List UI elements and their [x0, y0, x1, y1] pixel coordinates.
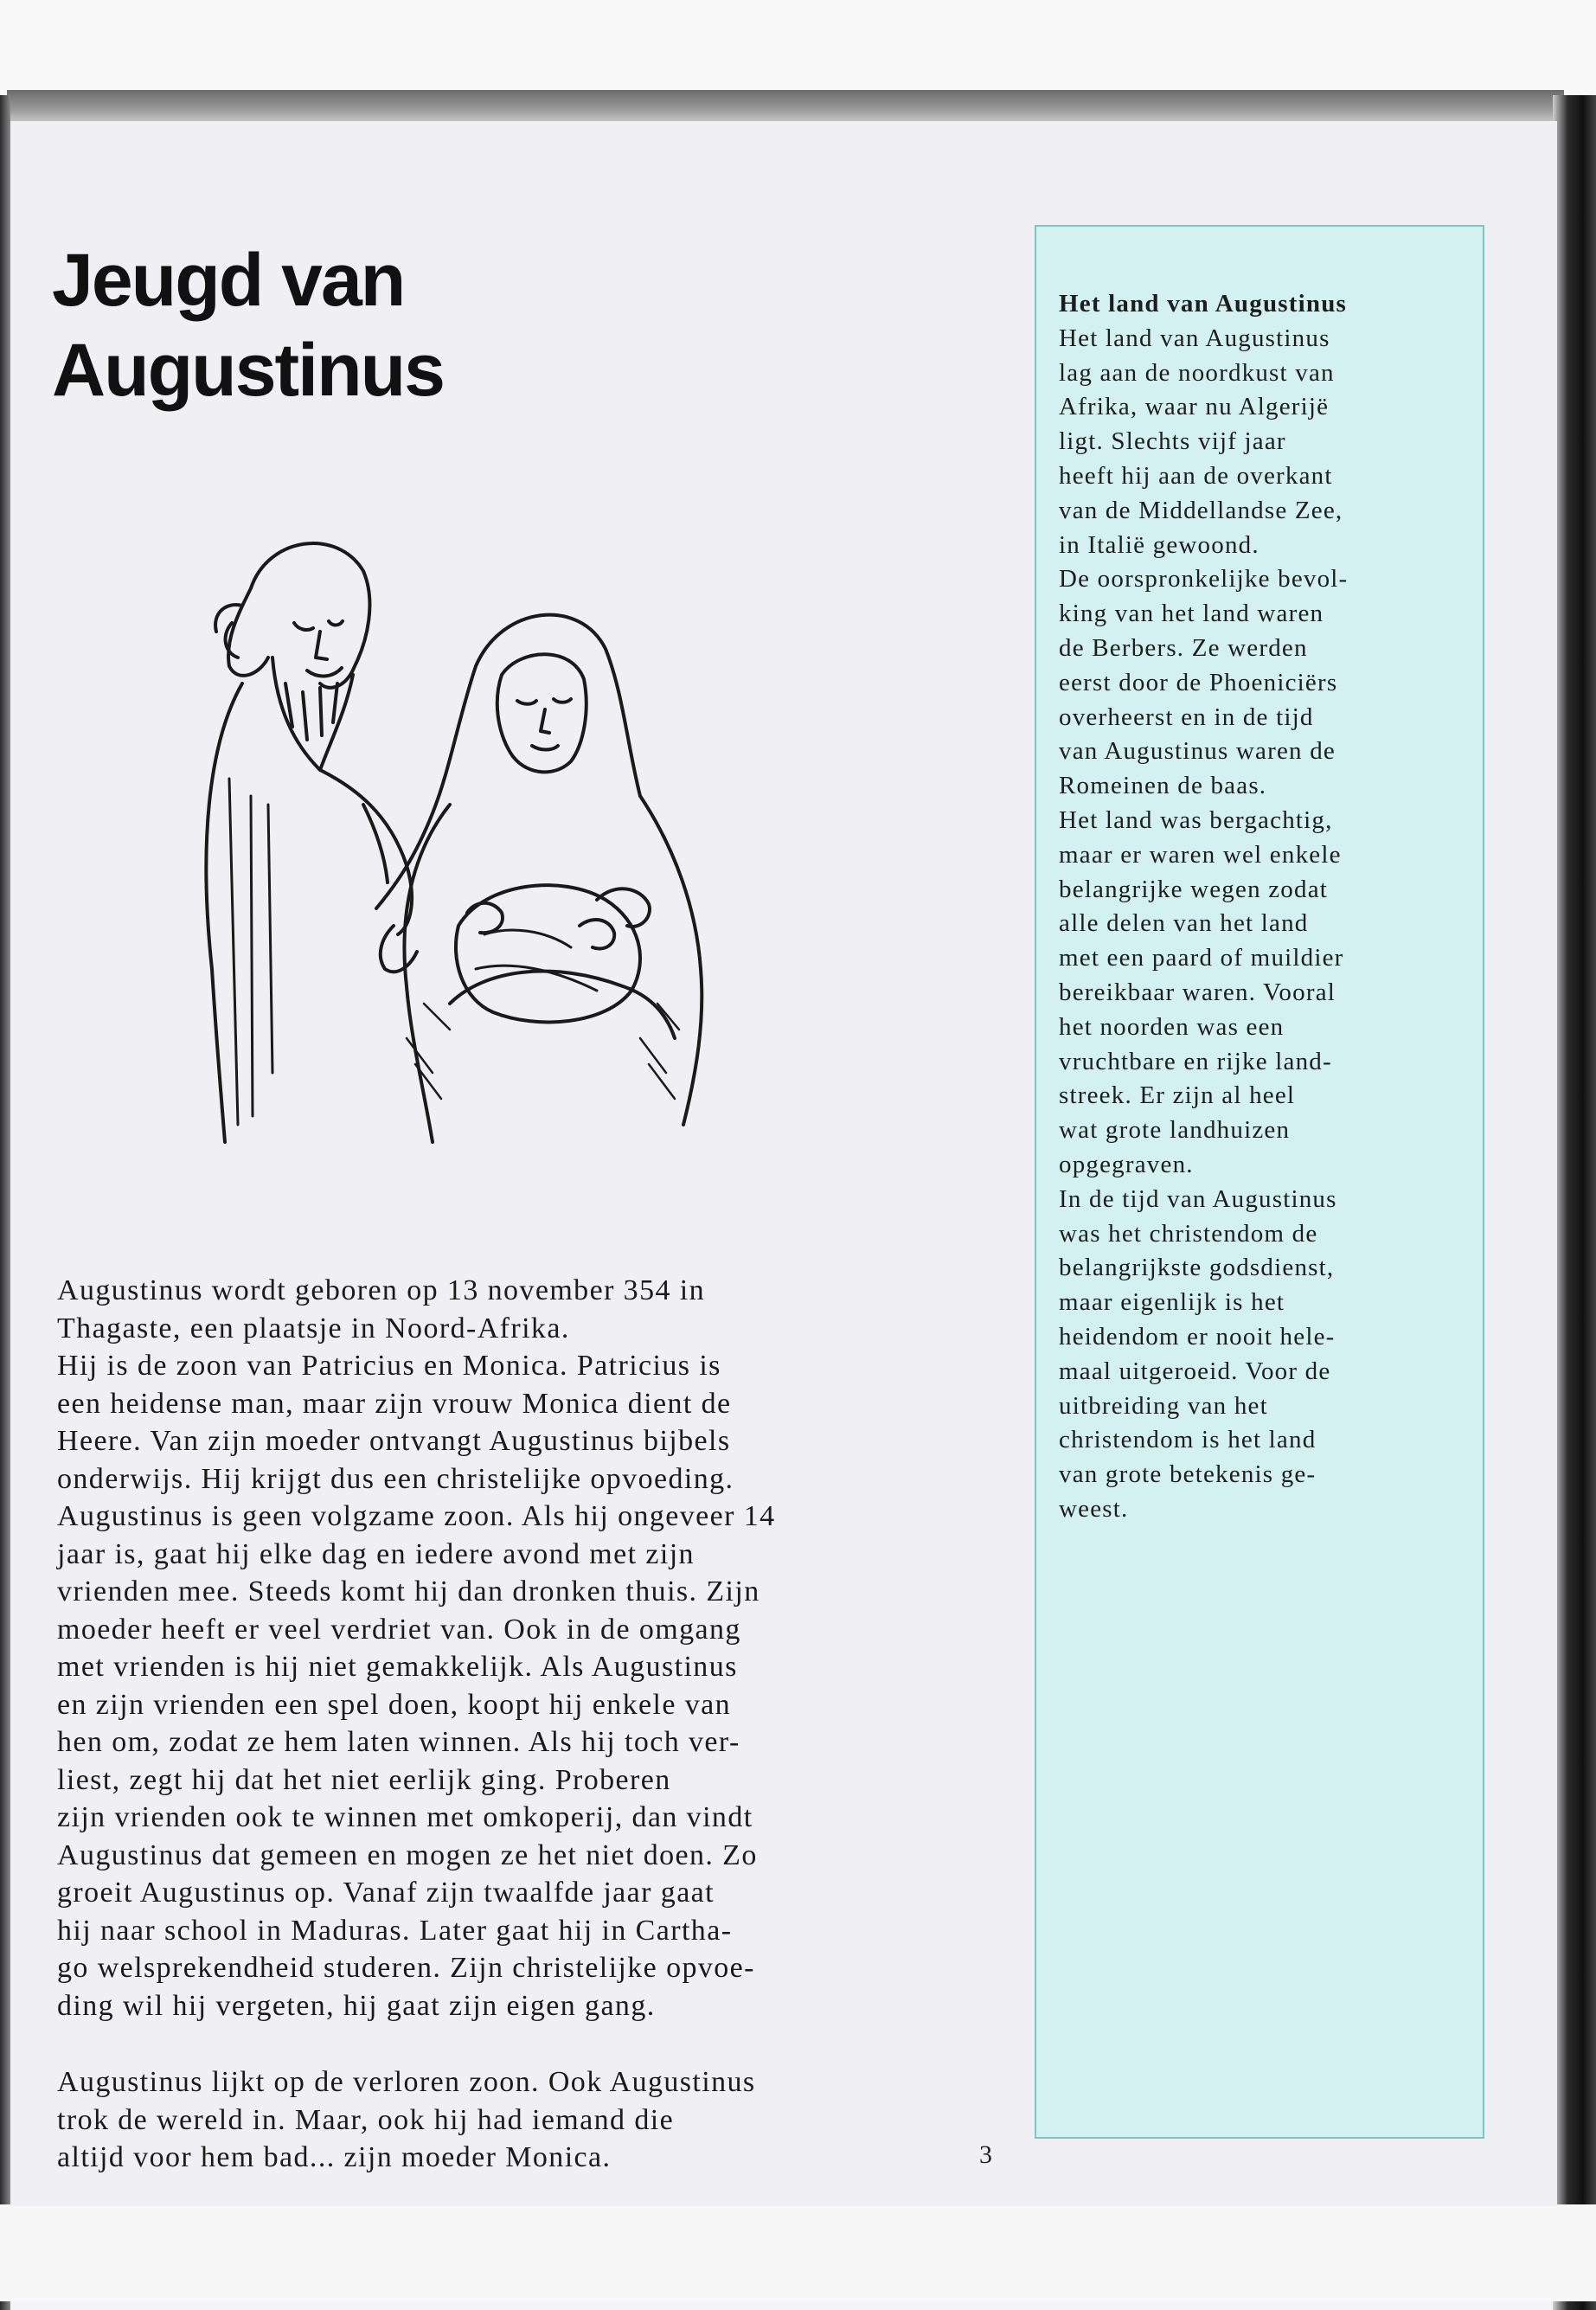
body-line: zijn vrienden ook te winnen met omkoperij, dan vindt	[57, 1801, 753, 1833]
body-line: go welsprekendheid studeren. Zijn christelijke opvoe-	[57, 1952, 755, 1984]
sidebar-line: in Italië gewoond.	[1059, 530, 1259, 559]
sidebar-line: Romeinen de baas.	[1059, 772, 1267, 800]
sidebar-line: Het land van Augustinus	[1059, 324, 1330, 352]
body-line: met vrienden is hij niet gemakkelijk. Als Augustinus	[57, 1651, 738, 1683]
body-line: moeder heeft er veel verdriet van. Ook in de omgang	[57, 1613, 741, 1646]
sidebar-line: ligt. Slechts vijf jaar	[1059, 427, 1286, 456]
body-line: Heere. Van zijn moeder ontvangt Augustinus bijbels	[57, 1425, 731, 1457]
body-text	[57, 1272, 965, 2024]
sidebar-line: belangrijke wegen zodat	[1059, 875, 1329, 903]
sidebar-line: lag aan de noordkust van	[1059, 358, 1335, 387]
nativity-sketch-icon	[190, 519, 779, 1159]
sidebar-line: met een paard of muildier	[1059, 944, 1344, 972]
sidebar-line: christendom is het land	[1059, 1426, 1317, 1454]
sidebar-line: Het land was bergachtig,	[1059, 805, 1333, 834]
body-line: Augustinus dat gemeen en mogen ze het niet doen. Zo	[57, 1838, 758, 1871]
sidebar-line: maar eigenlijk is het	[1059, 1288, 1285, 1317]
sidebar-line: vruchtbare en rijke land-	[1059, 1047, 1332, 1075]
closing-line: trok de wereld in. Maar, ook hij had iemand die	[57, 2103, 675, 2136]
sidebar-line: van de Middellandse Zee,	[1059, 496, 1343, 524]
body-line: hen om, zodat ze hem laten winnen. Als hij toch ver-	[57, 1726, 740, 1758]
sidebar-line: De oorspronkelijke bevol-	[1059, 565, 1349, 594]
sidebar-line: was het christendom de	[1059, 1219, 1318, 1248]
sidebar-line: heidendom er nooit hele-	[1059, 1322, 1336, 1351]
sidebar-line: wat grote landhuizen	[1059, 1116, 1291, 1145]
closing-paragraph	[57, 2063, 965, 2177]
sidebar-line: weest.	[1059, 1494, 1129, 1523]
sidebar-line: king van het land waren	[1059, 600, 1324, 628]
sidebar-line: belangrijkste godsdienst,	[1059, 1254, 1335, 1282]
body-line: jaar is, gaat hij elke dag en iedere avond met zijn	[57, 1537, 695, 1570]
sidebar-line: eerst door de Phoeniciërs	[1059, 668, 1338, 696]
body-line: Hij is de zoon van Patricius en Monica. Patricius is	[57, 1350, 721, 1382]
sidebar-box	[1035, 225, 1484, 2139]
scan-background-top	[0, 0, 1596, 97]
body-line: en zijn vrienden een spel doen, koopt hij enkele van	[57, 1688, 732, 1721]
sidebar-line: uitbreiding van het	[1059, 1391, 1268, 1420]
sidebar-line: de Berbers. Ze werden	[1059, 633, 1308, 662]
scan-right-edge	[1553, 95, 1596, 2310]
body-line: groeit Augustinus op. Vanaf zijn twaalfde jaar gaat	[57, 1877, 715, 1909]
sidebar-line: maar er waren wel enkele	[1059, 840, 1342, 869]
body-line: Augustinus wordt geboren op 13 november 354 in	[57, 1274, 706, 1306]
body-line: liest, zegt hij dat het niet eerlijk ging. Proberen	[57, 1763, 671, 1796]
sidebar-line: In de tijd van Augustinus	[1059, 1184, 1337, 1213]
sidebar-line: Afrika, waar nu Algerijë	[1059, 393, 1330, 421]
title-line-1: Jeugd van	[52, 239, 405, 322]
sidebar-line: van Augustinus waren de	[1059, 737, 1336, 766]
sidebar-line: maal uitgeroeid. Voor de	[1059, 1357, 1331, 1385]
body-line: Augustinus is geen volgzame zoon. Als hij ongeveer 14	[57, 1500, 776, 1532]
sidebar-text	[1059, 287, 1474, 1527]
body-line: ding wil hij vergeten, hij gaat zijn eigen gang.	[57, 1989, 656, 2022]
sidebar-line: overheerst en in de tijd	[1059, 703, 1314, 731]
sidebar-heading: Het land van Augustinus	[1059, 290, 1348, 318]
scan-left-edge	[0, 95, 10, 2310]
sidebar-line: opgegraven.	[1059, 1150, 1194, 1178]
page-title	[52, 235, 588, 415]
closing-line: Augustinus lijkt op de verloren zoon. Ook Augustinus	[57, 2066, 756, 2098]
sidebar-line: alle delen van het land	[1059, 909, 1309, 938]
sidebar-line: bereikbaar waren. Vooral	[1059, 978, 1336, 1006]
page-number: 3	[979, 2140, 992, 2169]
scan-background-bottom	[0, 2204, 1596, 2301]
body-line: Thagaste, een plaatsje in Noord-Afrika.	[57, 1312, 570, 1344]
body-line: onderwijs. Hij krijgt dus een christelijke opvoeding.	[57, 1462, 734, 1495]
scan-top-edge	[7, 90, 1564, 123]
body-line: hij naar school in Maduras. Later gaat hij in Cartha-	[57, 1914, 733, 1947]
body-line: een heidense man, maar zijn vrouw Monica dient de	[57, 1387, 732, 1420]
sidebar-line: het noorden was een	[1059, 1012, 1285, 1041]
body-line: vrienden mee. Steeds komt hij dan dronken thuis. Zijn	[57, 1575, 760, 1607]
sidebar-line: streek. Er zijn al heel	[1059, 1081, 1296, 1110]
title-line-2: Augustinus	[52, 329, 444, 412]
closing-line: altijd voor hem bad... zijn moeder Monica.	[57, 2141, 612, 2173]
sidebar-line: heeft hij aan de overkant	[1059, 461, 1333, 490]
sidebar-line: van grote betekenis ge-	[1059, 1460, 1317, 1489]
